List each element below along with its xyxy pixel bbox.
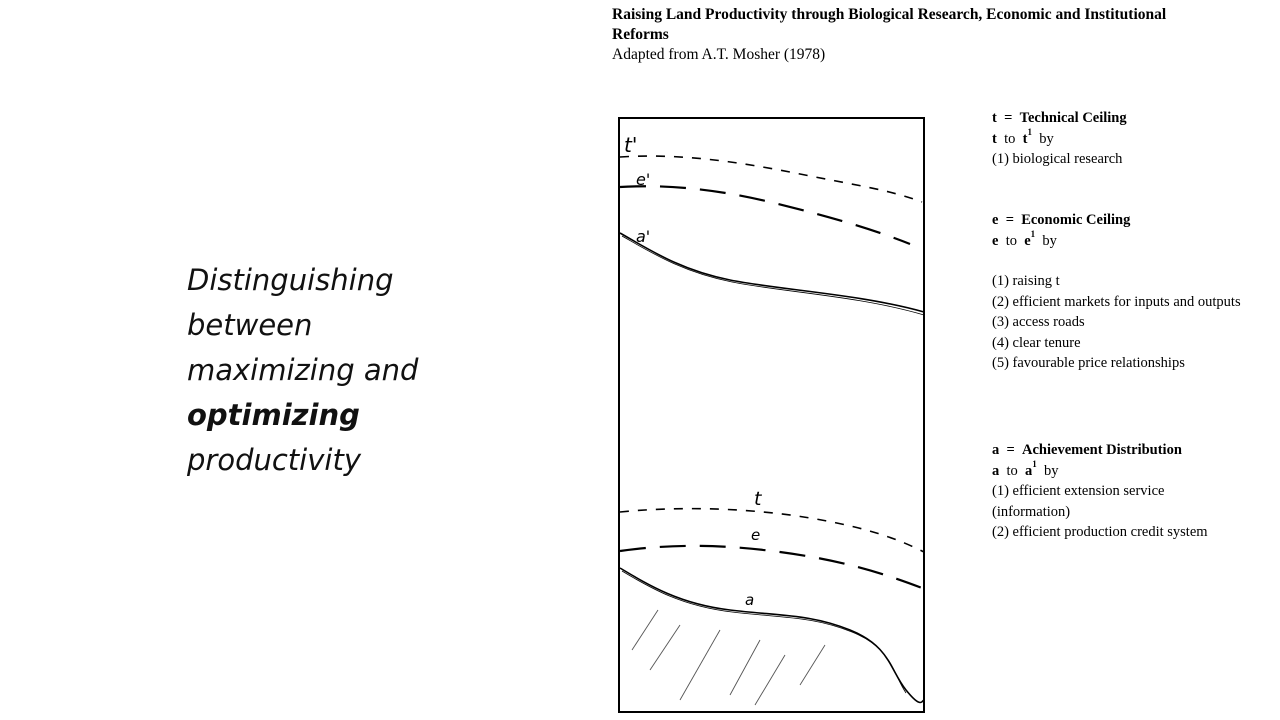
caption-title-continued: Reforms [612, 26, 669, 43]
curve-achievement-raised-trace [622, 236, 924, 315]
lead-line: maximizing and [187, 353, 419, 387]
label-e: e [751, 526, 761, 544]
label-t-prime: t' [624, 133, 638, 157]
diagram-frame [619, 118, 924, 712]
hatching-achieved-area [632, 610, 825, 705]
legend-item: (1) raising t [992, 273, 1060, 289]
curve-achievement [620, 568, 924, 703]
curve-economic-ceiling [620, 546, 922, 588]
label-e-prime: e' [636, 170, 651, 189]
legend-achievement-transition: a to $a^1$ by [992, 458, 1059, 479]
lead-line: between [187, 308, 313, 342]
legend-achievement-heading: a = Achievement Distribution [992, 442, 1182, 458]
legend-economic-heading: e = Economic Ceiling [992, 212, 1131, 228]
legend-item: (3) access roads [992, 314, 1085, 330]
legend-item: (2) efficient production credit system [992, 524, 1208, 540]
diagram-svg [610, 110, 935, 715]
lead-heading [187, 258, 517, 483]
curve-achievement-raised [620, 233, 924, 312]
curve-technical-ceiling [620, 509, 924, 552]
curve-technical-ceiling-raised [620, 156, 922, 202]
lead-line-emphasis: optimizing [187, 398, 360, 432]
legend-item: (1) efficient extension service (information) [992, 483, 1165, 520]
caption-source: Adapted from A.T. Mosher (1978) [612, 46, 826, 63]
curve-achievement-trace [622, 571, 906, 693]
legend-item: (2) efficient markets for inputs and outputs [992, 293, 1241, 310]
legend-technical-heading: t = Technical Ceiling [992, 110, 1127, 126]
legend-technical-transition: t to $t^1$ by [992, 126, 1054, 147]
legend-economic [992, 210, 1277, 374]
caption-title: Raising Land Productivity through Biological Research, Economic and Institutional [612, 6, 1167, 23]
legend-economic-transition: e to $e^1$ by [992, 228, 1057, 249]
figure-caption [612, 5, 1272, 65]
lead-line: productivity [187, 443, 361, 477]
label-t: t [754, 488, 762, 510]
legend-item: (4) clear tenure [992, 334, 1081, 351]
legend-achievement [992, 440, 1277, 543]
lead-line: Distinguishing [187, 263, 394, 297]
legend-item: (5) favourable price relationships [992, 355, 1185, 371]
legend-item: (1) biological research [992, 151, 1123, 167]
productivity-diagram [610, 110, 935, 715]
label-a-prime: a' [636, 227, 651, 246]
label-a: a [745, 591, 755, 609]
curve-economic-ceiling-raised [620, 186, 910, 244]
legend-technical [992, 108, 1277, 170]
